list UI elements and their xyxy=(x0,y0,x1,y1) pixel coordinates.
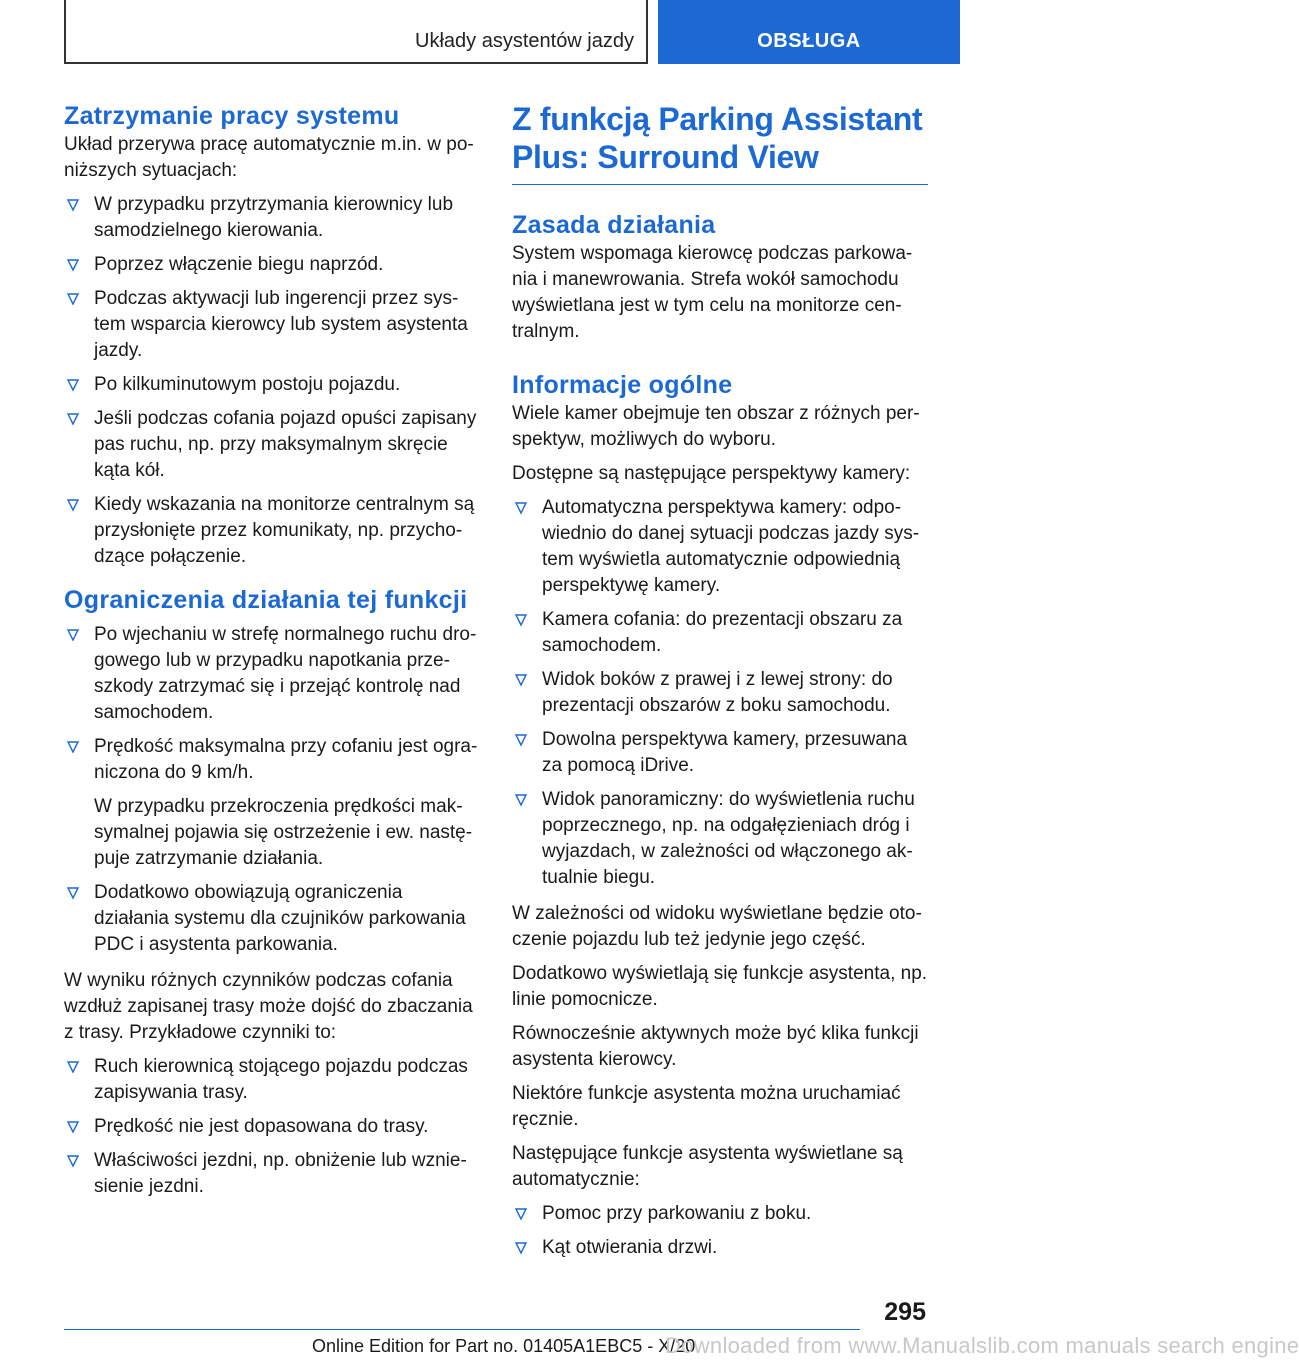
triangle-bullet-icon xyxy=(66,628,80,642)
triangle-bullet-icon xyxy=(66,412,80,426)
triangle-bullet-icon xyxy=(66,378,80,392)
list-item: Prędkość nie jest dopasowana do trasy. xyxy=(64,1114,478,1140)
watermark: Downloaded from www.Manualslib.com manuals search engine xyxy=(665,1333,1299,1358)
list-item: Kiedy wskazania na monitorze centralnym są przysłonięte przez komunikaty, np. przychodzące połączenie. xyxy=(64,492,478,570)
triangle-bullet-icon xyxy=(514,733,528,747)
paragraph-principle: System wspomaga kierowcę podczas parkowania i manewrowania. Strefa wokół samochodu wyświetlana jest w tym celu na monitorze centralnym. xyxy=(512,243,913,342)
list-deviation-factors xyxy=(64,1054,478,1200)
list-item: Jeśli podczas cofania pojazd opuści zapisany pas ruchu, np. przy maksymalnym skręcie kąta kół. xyxy=(64,406,478,484)
list-item: Pomoc przy parkowaniu z boku. xyxy=(512,1201,928,1227)
list-item: Dowolna perspektywa kamery, przesuwana za pomocą iDrive. xyxy=(512,727,928,779)
paragraph-stop-intro: Układ przerywa pracę automatycznie m.in. w poniższych sytuacjach: xyxy=(64,134,474,181)
paragraph-deviation: W wyniku różnych czynników podczas cofania wzdłuż zapisanej trasy może dojść do zbaczania z trasy. Przykładowe czynniki to: xyxy=(64,970,473,1043)
heading-limitations: Ograniczenia działania tej funkcji xyxy=(64,586,468,614)
section-tab[interactable] xyxy=(658,0,960,64)
list-item-note: W przypadku przekroczenia prędkości maksymalnej pojawia się ostrzeżenie i ew. następuje zatrzymanie działania. xyxy=(94,796,473,869)
triangle-bullet-icon xyxy=(66,498,80,512)
chapter-title: Układy asystentów jazdy xyxy=(415,30,634,52)
list-item: Właściwości jezdni, np. obniżenie lub wzniesienie jezdni. xyxy=(64,1148,478,1200)
list-item: Widok boków z prawej i z lewej strony: do prezentacji obszarów z boku samochodu. xyxy=(512,667,928,719)
list-item: Widok panoramiczny: do wyświetlenia ruchu poprzecznego, np. na odgałęzieniach dróg i wyjazdach, w zależności od włączonego aktualnie biegu. xyxy=(512,787,928,891)
list-item: W przypadku przytrzymania kierownicy lub samodzielnego kierowania. xyxy=(64,192,478,244)
list-item: Podczas aktywacji lub ingerencji przez system wsparcia kierowcy lub system asystenta jazdy. xyxy=(64,286,478,364)
list-stop-situations xyxy=(64,192,478,570)
heading-principle: Zasada działania xyxy=(512,211,716,239)
list-perspectives xyxy=(512,495,928,891)
section-tab-label: OBSŁUGA xyxy=(757,30,861,52)
chapter-heading-surround-view: Z funkcją Parking Assistant Plus: Surround View xyxy=(512,101,923,175)
triangle-bullet-icon xyxy=(514,1241,528,1255)
paragraph-manual: Niektóre funkcje asystenta można uruchamiać ręcznie. xyxy=(512,1083,901,1130)
list-item: Po wjechaniu w strefę normalnego ruchu drogowego lub w przypadku napotkania przeszkody zatrzymać się i przejąć kontrolę nad samochodem. xyxy=(64,622,478,726)
paragraph-automatic: Następujące funkcje asystenta wyświetlane są automatycznie: xyxy=(512,1143,903,1190)
triangle-bullet-icon xyxy=(66,1060,80,1074)
heading-divider xyxy=(512,184,928,185)
header-chapter-box xyxy=(64,0,648,64)
list-automatic-functions xyxy=(512,1201,928,1261)
triangle-bullet-icon xyxy=(514,1207,528,1221)
triangle-bullet-icon xyxy=(66,886,80,900)
paragraph-view-surroundings: W zależności od widoku wyświetlane będzie otoczenie pojazdu lub też jedynie jego część. xyxy=(512,903,922,950)
triangle-bullet-icon xyxy=(66,740,80,754)
paragraph-assistant-functions: Dodatkowo wyświetlają się funkcje asystenta, np. linie pomocnicze. xyxy=(512,963,928,1010)
triangle-bullet-icon xyxy=(66,198,80,212)
triangle-bullet-icon xyxy=(514,793,528,807)
paragraph-perspectives: Dostępne są następujące perspektywy kamery: xyxy=(512,463,911,484)
footer-divider xyxy=(64,1329,860,1330)
list-item: Dodatkowo obowiązują ograniczenia działania systemu dla czujników parkowania PDC i asystenta parkowania. xyxy=(64,880,478,958)
right-column xyxy=(512,100,928,1271)
footer-edition: Online Edition for Part no. 01405A1EBC5 - X/20 xyxy=(312,1336,696,1356)
list-item: Automatyczna perspektywa kamery: odpowiednio do danej sytuacji podczas jazdy system wyświetla automatycznie odpowiednią perspektywę kamery. xyxy=(512,495,928,599)
list-item: Ruch kierownicą stojącego pojazdu podczas zapisywania trasy. xyxy=(64,1054,478,1106)
triangle-bullet-icon xyxy=(514,673,528,687)
heading-general-info: Informacje ogólne xyxy=(512,371,733,399)
list-item: Poprzez włączenie biegu naprzód. xyxy=(64,252,478,278)
triangle-bullet-icon xyxy=(66,258,80,272)
list-item: Po kilkuminutowym postoju pojazdu. xyxy=(64,372,478,398)
paragraph-simultaneous: Równocześnie aktywnych może być klika funkcji asystenta kierowcy. xyxy=(512,1023,919,1070)
triangle-bullet-icon xyxy=(514,501,528,515)
triangle-bullet-icon xyxy=(66,1120,80,1134)
list-item: Prędkość maksymalna przy cofaniu jest ograniczona do 9 km/h. W przypadku przekroczenia prędkości maksymalnej pojawia się ostrzeżenie i ew. następuje zatrzymanie działania. xyxy=(64,734,478,872)
page-number: 295 xyxy=(884,1298,926,1326)
heading-stop-system: Zatrzymanie pracy systemu xyxy=(64,102,400,130)
triangle-bullet-icon xyxy=(66,1154,80,1168)
list-item: Kamera cofania: do prezentacji obszaru za samochodem. xyxy=(512,607,928,659)
paragraph-cameras: Wiele kamer obejmuje ten obszar z różnych perspektyw, możliwych do wyboru. xyxy=(512,403,920,450)
triangle-bullet-icon xyxy=(66,292,80,306)
list-item: Kąt otwierania drzwi. xyxy=(512,1235,928,1261)
left-column xyxy=(64,100,478,1210)
list-limitations xyxy=(64,622,478,958)
triangle-bullet-icon xyxy=(514,613,528,627)
